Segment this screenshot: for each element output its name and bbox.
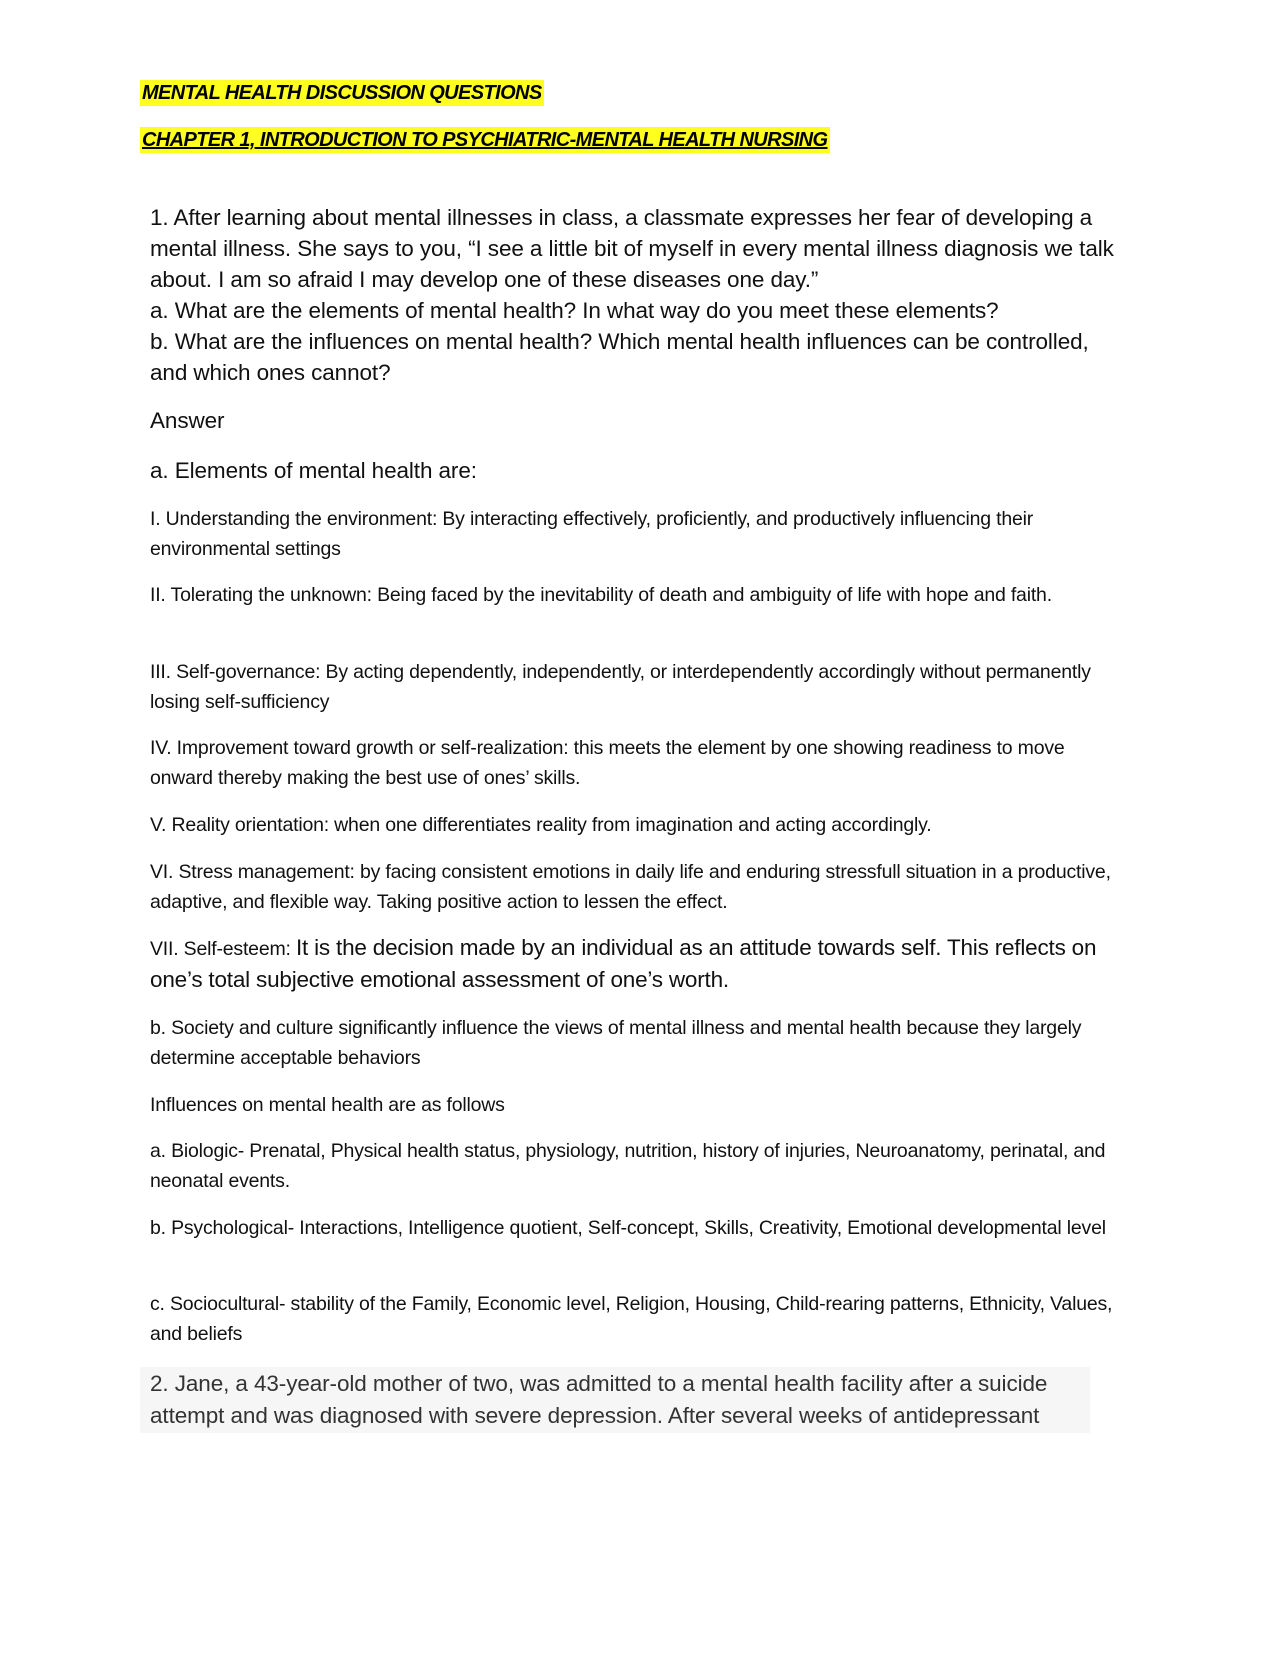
society-culture-paragraph: b. Society and culture significantly influence the views of mental illness and mental health because they largely determine acceptable behaviors xyxy=(150,1017,1082,1069)
chapter-heading: CHAPTER 1, INTRODUCTION TO PSYCHIATRIC-MENTAL HEALTH NURSING xyxy=(142,129,828,151)
element-item: I. Understanding the environment: By interacting effectively, proficiently, and productively influencing their environmental settings xyxy=(150,508,1034,560)
element-item: V. Reality orientation: when one differentiates reality from imagination and acting accordingly. xyxy=(150,814,932,836)
question-1-part-b: b. What are the influences on mental health? Which mental health influences can be controlled, and which ones cannot? xyxy=(150,329,1089,385)
document-title: MENTAL HEALTH DISCUSSION QUESTIONS xyxy=(142,82,542,104)
question-1-part-a: a. What are the elements of mental health? In what way do you meet these elements? xyxy=(150,298,999,323)
element-item-self-esteem xyxy=(150,932,1130,996)
element-item: II. Tolerating the unknown: Being faced by the inevitability of death and ambiguity of life with hope and faith. xyxy=(150,584,1052,606)
self-esteem-text: It is the decision made by an individual as an attitude towards self. This reflects on one’s total subjective emotional assessment of one’s worth. xyxy=(150,935,1097,992)
influence-item: b. Psychological- Interactions, Intelligence quotient, Self-concept, Skills, Creativity, Emotional developmental level xyxy=(150,1217,1106,1239)
question-1 xyxy=(150,202,1130,388)
influence-item: a. Biologic- Prenatal, Physical health status, physiology, nutrition, history of injuries, Neuroanatomy, perinatal, and neonatal events. xyxy=(150,1140,1106,1192)
elements-heading: a. Elements of mental health are: xyxy=(150,458,477,483)
element-item: III. Self-governance: By acting dependently, independently, or interdependently accordingly without permanently losing self-sufficiency xyxy=(150,661,1091,713)
element-item: VI. Stress management: by facing consistent emotions in daily life and enduring stressfull situation in a productive, adaptive, and flexible way. Taking positive action to lessen the effect. xyxy=(150,861,1111,913)
element-item: IV. Improvement toward growth or self-realization: this meets the element by one showing readiness to move onward thereby making the best use of ones’ skills. xyxy=(150,737,1065,789)
self-esteem-label: VII. Self-esteem: xyxy=(150,938,296,960)
answer-label: Answer xyxy=(150,408,225,433)
influence-item: c. Sociocultural- stability of the Family, Economic level, Religion, Housing, Child-rearing patterns, Ethnicity, Values, and beliefs xyxy=(150,1293,1113,1345)
question-1-prompt: 1. After learning about mental illnesses in class, a classmate expresses her fear of developing a mental illness. She says to you, “I see a little bit of myself in every mental illness diagnosis we talk about. I am so afraid I may develop one of these diseases one day.” xyxy=(150,205,1114,292)
influences-heading: Influences on mental health are as follows xyxy=(150,1094,505,1116)
question-2-prompt: 2. Jane, a 43-year-old mother of two, was admitted to a mental health facility after a suicide attempt and was diagnosed with severe depression. After several weeks of antidepressant xyxy=(150,1371,1048,1428)
